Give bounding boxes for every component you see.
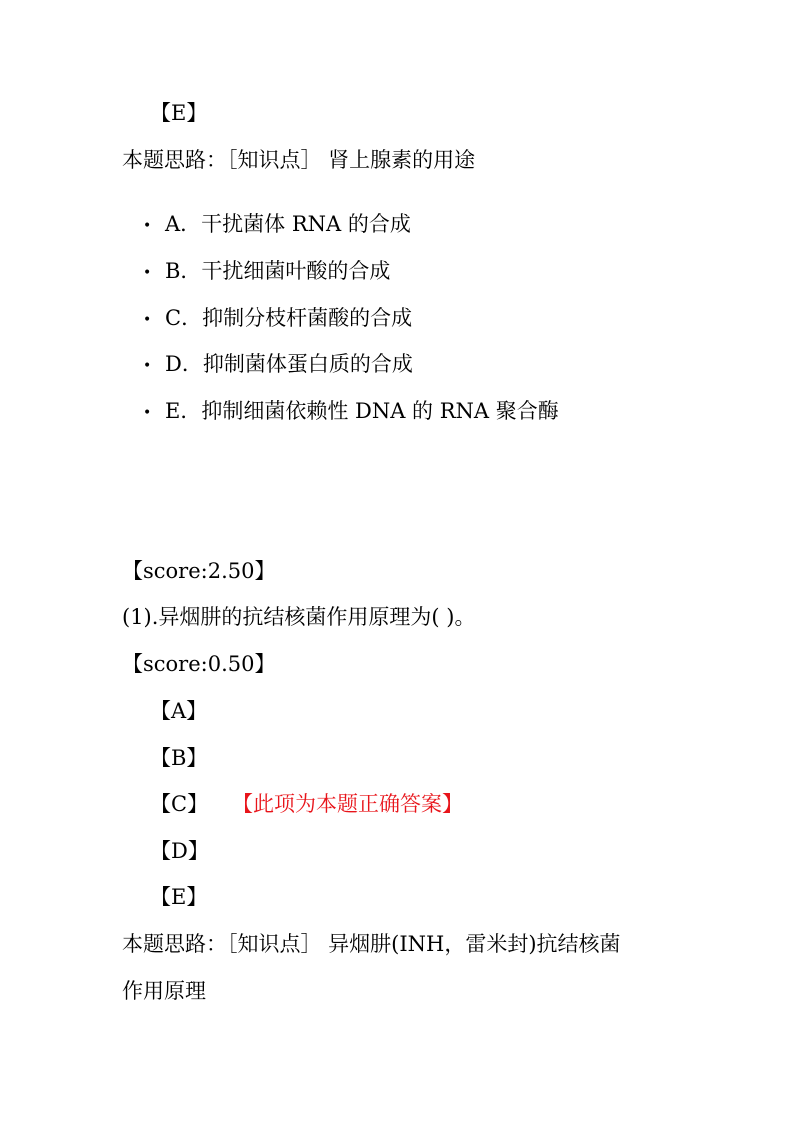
option-e-label: 【E】 xyxy=(150,101,208,125)
option-b-label: 【B】 xyxy=(150,746,208,770)
list-item-text: A．干扰菌体 RNA 的合成 xyxy=(165,212,411,236)
bullet-icon: • xyxy=(143,218,152,234)
explanation-text-continued: 作用原理 xyxy=(122,979,206,1003)
option-d-label: 【D】 xyxy=(150,839,209,863)
list-item-text: D．抑制菌体蛋白质的合成 xyxy=(165,352,413,376)
explanation-text: 本题思路：［知识点］ 异烟肼(INH，雷米封)抗结核菌 xyxy=(122,932,621,956)
option-c-label: 【C】 xyxy=(150,792,209,816)
bullet-icon: • xyxy=(143,312,152,328)
list-item-text: C．抑制分枝杆菌酸的合成 xyxy=(165,306,413,330)
list-item-text: B．干扰细菌叶酸的合成 xyxy=(165,259,391,283)
item-score: 【score:0.50】 xyxy=(122,652,276,676)
section-score: 【score:2.50】 xyxy=(122,559,276,583)
explanation-text: 本题思路：［知识点］ 肾上腺素的用途 xyxy=(122,148,476,172)
bullet-icon: • xyxy=(143,405,152,421)
bullet-icon: • xyxy=(143,358,152,374)
list-item-text: E．抑制细菌依赖性 DNA 的 RNA 聚合酶 xyxy=(165,399,559,423)
question-text: (1).异烟肼的抗结核菌作用原理为( )。 xyxy=(122,605,476,629)
option-e-label: 【E】 xyxy=(150,885,208,909)
bullet-icon: • xyxy=(143,265,152,281)
correct-answer-note: 【此项为本题正确答案】 xyxy=(232,792,463,816)
option-a-label: 【A】 xyxy=(150,699,208,723)
